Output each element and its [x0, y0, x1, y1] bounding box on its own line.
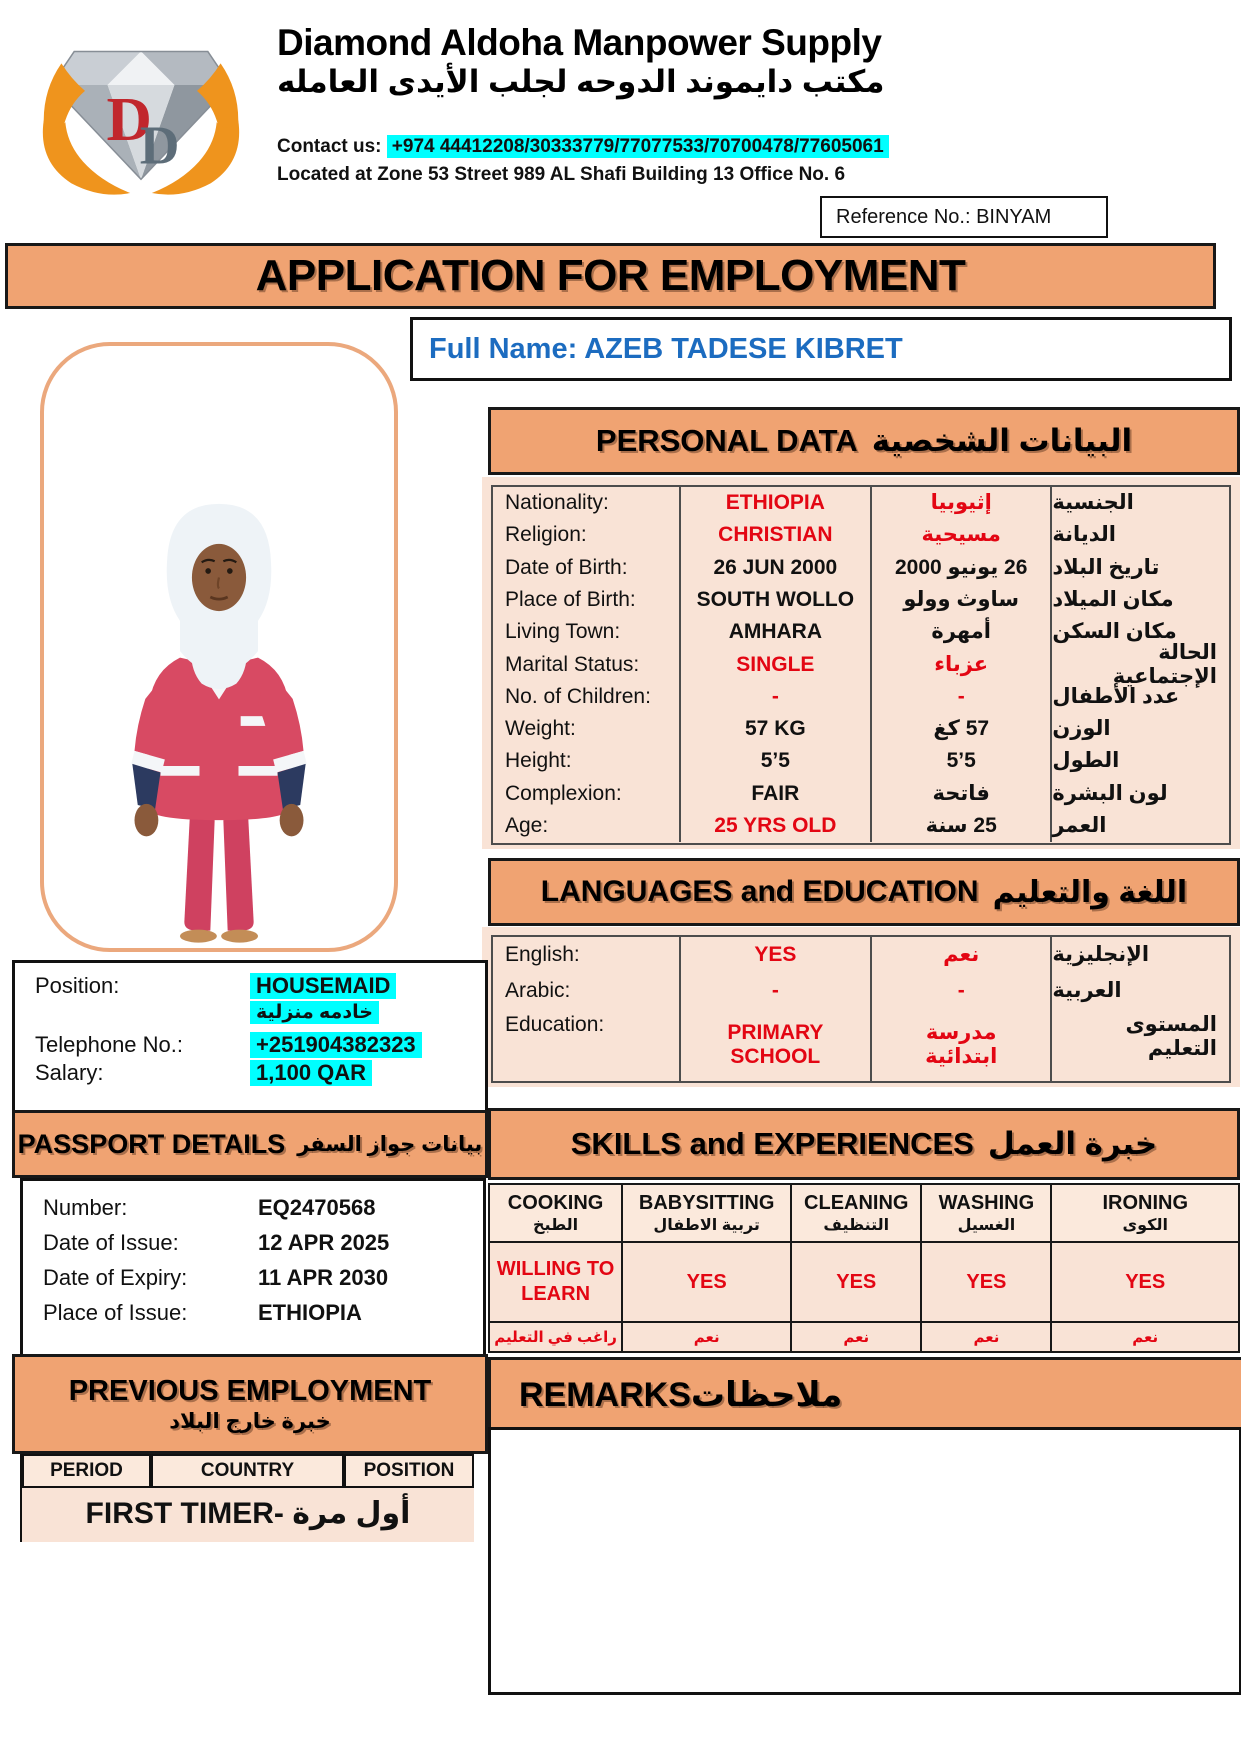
salary-value: 1,100 QAR [250, 1060, 372, 1086]
field-label: English: [493, 937, 681, 973]
skill-column-header [490, 1185, 623, 1243]
field-value: - [681, 973, 872, 1009]
field-value-ar: 26 يونيو 2000 [872, 552, 1052, 584]
field-label-ar: مكان السكن [1052, 620, 1177, 644]
telephone-row [15, 1032, 485, 1058]
field-value-ar: 5’5 [872, 745, 1052, 777]
page-title: APPLICATION FOR EMPLOYMENT [5, 243, 1216, 309]
passport-details-table [20, 1178, 486, 1364]
field-label: Number: [43, 1195, 128, 1220]
field-label: Position: [35, 973, 120, 998]
skill-value-ar: نعم [792, 1323, 922, 1351]
telephone-value: +251904382323 [250, 1032, 422, 1058]
field-value: ETHIOPIA [681, 487, 872, 519]
skill-name-en: IRONING [1102, 1191, 1188, 1214]
position-value: HOUSEMAID [250, 973, 396, 999]
field-value: 12 APR 2025 [258, 1230, 390, 1255]
field-value: SINGLE [681, 648, 872, 680]
section-title-en: REMARKS [519, 1375, 691, 1414]
skills-header [488, 1108, 1240, 1180]
section-title-en: SKILLS and EXPERIENCES [570, 1126, 974, 1161]
field-label-ar: مكان الميلاد [1052, 587, 1174, 611]
field-label-ar: الديانة [1052, 523, 1116, 547]
skill-column-header [1052, 1185, 1238, 1243]
skill-name-ar: تربية الاطفال [653, 1216, 760, 1234]
field-label: Living Town: [493, 616, 681, 648]
skills-table [488, 1183, 1240, 1353]
position-value-ar: خادمه منزلية [250, 1001, 379, 1024]
section-title-ar: اللغة والتعليم [992, 875, 1188, 909]
field-value-ar: - [872, 681, 1052, 713]
field-value: AMHARA [681, 616, 872, 648]
section-title-en: PERSONAL DATA [595, 423, 858, 458]
table-row [23, 1265, 483, 1291]
field-label-ar: الإنجليزية [1052, 942, 1150, 966]
section-title-ar: البيانات الشخصية [871, 423, 1133, 458]
field-label-ar: العربية [1052, 978, 1122, 1002]
personal-data-table [482, 477, 1240, 849]
field-value-ar: 57 كغ [872, 713, 1052, 745]
passport-details-header [12, 1110, 488, 1178]
field-value-ar: عزباء [872, 648, 1052, 680]
skill-value: WILLING TO LEARN [490, 1243, 623, 1323]
field-label: Height: [493, 745, 681, 777]
field-label: Nationality: [493, 487, 681, 519]
column-header: POSITION [344, 1454, 474, 1488]
field-label: No. of Children: [493, 681, 681, 713]
field-value: 11 APR 2030 [258, 1265, 389, 1290]
section-title-ar: بيانات جواز السفر [297, 1132, 483, 1156]
column-header: PERIOD [22, 1454, 151, 1488]
field-label: Complexion: [493, 778, 681, 810]
languages-education-table [482, 927, 1240, 1087]
contact-line [277, 136, 889, 158]
field-label-ar: المستوى التعليم [1125, 1013, 1217, 1061]
field-label-ar: الوزن [1052, 717, 1111, 741]
field-value: 57 KG [681, 713, 872, 745]
skill-column-header [623, 1185, 792, 1243]
table-row [23, 1230, 483, 1256]
address-line: Located at Zone 53 Street 989 AL Shafi Building 13 Office No. 6 [277, 164, 846, 185]
section-title-ar: خبرة خارج البلاد [169, 1409, 331, 1433]
field-label-ar: الجنسية [1052, 491, 1134, 515]
field-value: 5’5 [681, 745, 872, 777]
field-value-ar: مدرسة ابتدائية [872, 1009, 1052, 1081]
field-label-ar: تاريخ البلاد [1052, 555, 1160, 579]
previous-employment-columns [22, 1454, 474, 1488]
logo-letter: D [139, 114, 180, 176]
reference-number-box: Reference No.: BINYAM [820, 196, 1108, 238]
field-value: CHRISTIAN [681, 519, 872, 551]
field-label: Place of Birth: [493, 584, 681, 616]
field-value-ar: فاتحة [872, 778, 1052, 810]
field-value: 26 JUN 2000 [681, 552, 872, 584]
field-value-ar: مسيحية [872, 519, 1052, 551]
field-value-ar: إثيوبيا [872, 487, 1052, 519]
field-value: FAIR [681, 778, 872, 810]
field-value: ETHIOPIA [258, 1300, 362, 1325]
field-label: Weight: [493, 713, 681, 745]
skill-value: YES [623, 1243, 792, 1323]
skill-name-en: WASHING [938, 1191, 1035, 1214]
skill-value-ar: نعم [1132, 1329, 1159, 1346]
contact-label: Contact us: [277, 136, 382, 157]
remarks-box [488, 1427, 1241, 1695]
field-value-ar: - [872, 973, 1052, 1009]
field-label: Date of Birth: [493, 552, 681, 584]
applicant-photo-illustration [89, 493, 349, 948]
field-label-ar: لون البشرة [1052, 781, 1168, 805]
field-label-ar: العمر [1052, 814, 1107, 838]
skill-name-ar: الكوى [1122, 1216, 1168, 1234]
field-value: EQ2470568 [258, 1195, 376, 1220]
position-info-box [12, 960, 488, 1116]
section-title-en: PASSPORT DETAILS [17, 1128, 286, 1159]
previous-employment-entry: FIRST TIMER- أول مرة [85, 1496, 411, 1530]
skill-name-en: COOKING [507, 1191, 604, 1214]
personal-data-header [488, 407, 1240, 475]
table-row [23, 1300, 483, 1326]
skill-name-en: BABYSITTING [638, 1191, 775, 1214]
skill-value: YES [1052, 1243, 1238, 1323]
remarks-header [488, 1357, 1241, 1433]
field-value-ar: 25 سنة [872, 810, 1052, 842]
field-label: Arabic: [493, 973, 681, 1009]
section-title-en: PREVIOUS EMPLOYMENT [68, 1375, 432, 1407]
previous-employment-header [12, 1354, 488, 1454]
field-label: Religion: [493, 519, 681, 551]
field-value-ar: نعم [872, 937, 1052, 973]
position-arabic-row [15, 1001, 485, 1024]
field-value-ar: ساوث وولو [872, 584, 1052, 616]
skill-name-ar: الغسيل [957, 1216, 1016, 1234]
skill-value: YES [922, 1243, 1052, 1323]
company-logo [28, 24, 254, 196]
field-value: YES [681, 937, 872, 973]
field-value: PRIMARY SCHOOL [681, 1009, 872, 1081]
field-label: Place of Issue: [43, 1300, 188, 1325]
field-value-ar: أمهرة [872, 616, 1052, 648]
skill-value-ar: نعم [922, 1323, 1052, 1351]
skill-name-ar: الطبخ [533, 1216, 579, 1234]
contact-numbers: +974 44412208/30333779/77077533/70700478/77605061 [387, 135, 889, 158]
field-label: Age: [493, 810, 681, 842]
previous-employment-table [20, 1454, 474, 1542]
field-label-ar: عدد الأطفال [1052, 684, 1180, 708]
languages-education-header [488, 858, 1240, 926]
skill-value-ar: نعم [623, 1323, 792, 1351]
company-name: Diamond Aldoha Manpower Supply [277, 22, 882, 63]
field-label: Telephone No.: [35, 1032, 183, 1057]
company-name-arabic: مكتب دايموند الدوحه لجلب الأيدى العامله [277, 64, 885, 99]
skill-value: YES [792, 1243, 922, 1323]
table-row [23, 1195, 483, 1221]
column-header: COUNTRY [151, 1454, 344, 1488]
field-label: Date of Issue: [43, 1230, 179, 1255]
field-label: Marital Status: [493, 648, 681, 680]
position-row [15, 973, 485, 999]
skill-value-ar: راغب في التعليم [490, 1323, 623, 1351]
full-name-box: Full Name: AZEB TADESE KIBRET [410, 317, 1232, 381]
field-value: 25 YRS OLD [681, 810, 872, 842]
field-value: - [681, 681, 872, 713]
section-title-en: LANGUAGES and EDUCATION [540, 875, 979, 908]
field-label-ar: الطول [1052, 749, 1120, 773]
field-label: Education: [493, 1009, 681, 1081]
logo-letter: D [106, 83, 152, 154]
applicant-photo [40, 342, 398, 952]
field-label: Date of Expiry: [43, 1265, 188, 1290]
section-title-ar: خبرة العمل [987, 1126, 1158, 1161]
field-value: SOUTH WOLLO [681, 584, 872, 616]
skill-column-header [792, 1185, 922, 1243]
salary-row [15, 1060, 485, 1086]
section-title-ar: ملاحظات [690, 1376, 843, 1414]
field-label-ar: الحالة الإجتماعية [1112, 640, 1217, 688]
field-label: Salary: [35, 1060, 104, 1085]
skill-name-ar: التنظيف [823, 1216, 890, 1234]
skill-name-en: CLEANING [804, 1191, 909, 1214]
skill-column-header [922, 1185, 1052, 1243]
